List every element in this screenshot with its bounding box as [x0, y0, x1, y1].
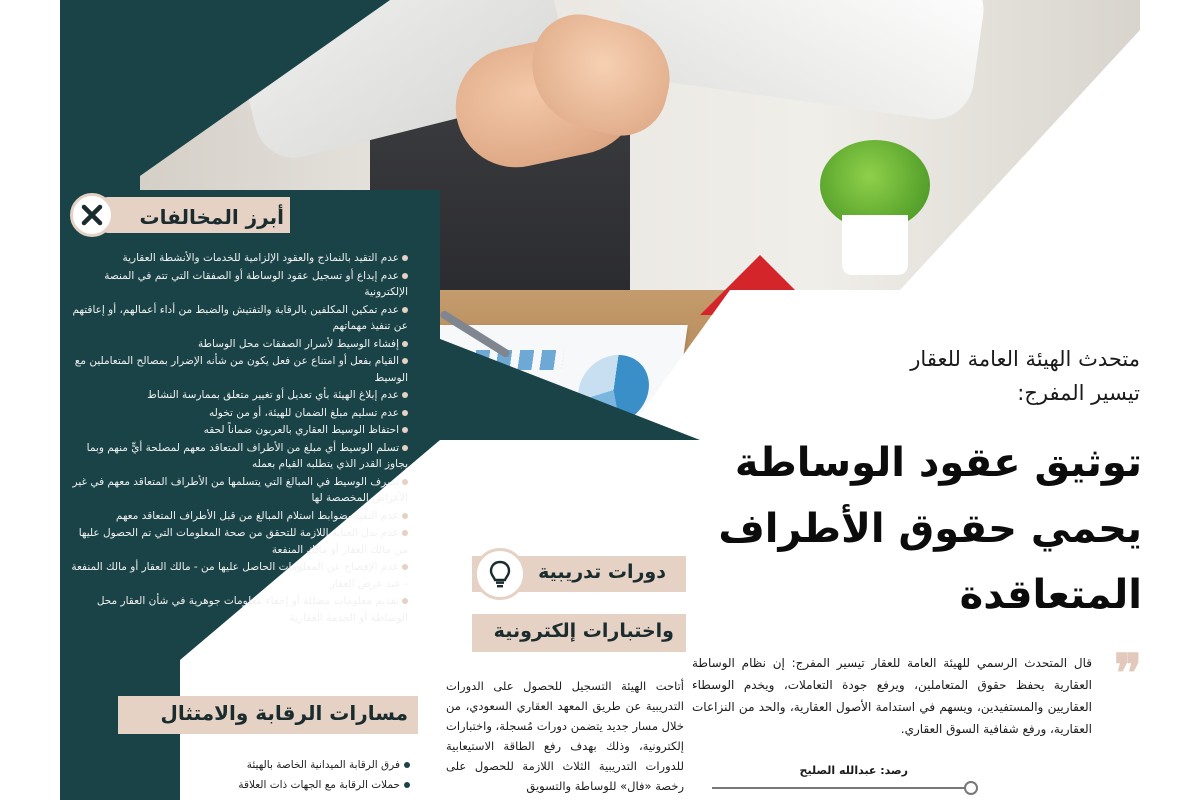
list-item: عدم التقيد بضوابط استلام المبالغ من قبل الأطراف المتعاقد معهم — [68, 508, 408, 525]
plant-pot — [842, 215, 908, 275]
bullet-icon — [402, 410, 408, 416]
violations-pill — [90, 197, 290, 233]
list-item: عدم بذل العناية اللازمة للتحقق من صحة المعلومات التي تم الحصول عليها من مالك العقار أو مالك المنفعة — [78, 527, 408, 556]
violations-title: أبرز المخالفات — [139, 205, 284, 229]
bullet-icon — [402, 513, 408, 519]
bullet-icon — [402, 392, 408, 398]
list-item: عدم التقيد بالنماذج والعقود الإلزامية للخدمات والأنشطة العقارية — [68, 250, 408, 267]
bullet-icon — [402, 273, 408, 279]
list-item: تقديم معلومات مضللة أو إخفاء معلومات جوهرية في شأن العقار محل الوساطة أو الخدمة العقارية — [96, 595, 408, 624]
byline: رصد: عبدالله الصليح — [799, 764, 908, 777]
list-item: عدم تمكين المكلفين بالرقابة والتفتيش والضبط من أداء أعمالهم، أو إعاقتهم عن تنفيذ مهماتهم — [72, 303, 408, 332]
compliance-title: مسارات الرقابة والامتثال — [160, 701, 408, 725]
training-header-2 — [472, 614, 686, 652]
bullet-icon — [402, 530, 408, 536]
bullet-icon — [402, 479, 408, 485]
list-item: عدم تسليم مبلغ الضمان للهيئة، أو من تخوله — [68, 405, 408, 422]
list-item: تصرف الوسيط في المبالغ التي يتسلمها من الأطراف المتعاقد معهم في غير الأغراض المخصصة لها — [72, 475, 408, 504]
list-item: عدم الإفصاح عن المعلومات الحاصل عليها من - مالك العقار أو مالك المنفعة - عند عرض العقار — [71, 561, 408, 590]
subhead-line-1: متحدث الهيئة العامة للعقار — [910, 347, 1140, 371]
compliance-list — [120, 755, 410, 795]
list-item: عدم إيداع أو تسجيل عقود الوساطة أو الصفقات التي تتم في المنصة الإلكترونية — [104, 269, 408, 298]
byline-divider — [712, 787, 970, 789]
bullet-icon — [404, 762, 410, 768]
training-title-1: دورات تدريبية — [538, 561, 666, 583]
bullet-icon — [402, 255, 408, 261]
bullet-icon — [404, 782, 410, 788]
training-title-2: واختبارات إلكترونية — [493, 620, 674, 642]
bullet-icon — [402, 358, 408, 364]
bullet-icon — [402, 445, 408, 451]
bullet-icon — [402, 341, 408, 347]
lightbulb-icon — [474, 548, 526, 600]
bullet-icon — [402, 564, 408, 570]
byline-dot — [964, 781, 978, 795]
list-item: احتفاظ الوسيط العقاري بالعربون ضماناً لحقه — [68, 422, 408, 439]
bullet-icon — [402, 598, 408, 604]
page-title: توثيق عقود الوساطة يحمي حقوق الأطراف المتعاقدة — [718, 440, 1142, 618]
bullet-icon — [402, 427, 408, 433]
violations-list — [68, 250, 408, 627]
list-item: فرق الرقابة الميدانية الخاصة بالهيئة — [120, 755, 410, 775]
violations-header — [70, 193, 290, 235]
training-body: أتاحت الهيئة التسجيل للحصول على الدورات التدريبية عن طريق المعهد العقاري السعودي، من خلال مسار جديد يتضمن دورات مُسجلة، واختبارات إلكترونية، وذلك بهدف رفع الطاقة الاستيعابية للدورات التدريبية الثلاث اللازمة للحصول على رخصة «فال» للوساطة والتسويق — [446, 679, 684, 793]
quote-text: قال المتحدث الرسمي للهيئة العامة للعقار تيسير المفرج: إن نظام الوساطة العقارية يحفظ حقوق المتعاملين، ويرفع جودة التعاملات، ويخدم الوسطاء العقاريين والمستفيدين، ويسهم في استدامة الأصول العقارية، والحد من النزاعات العقارية، ورفع شفافية السوق العقاري. — [692, 656, 1092, 736]
subhead-line-2: تيسير المفرج: — [1017, 381, 1140, 405]
compliance-header — [118, 696, 418, 734]
bullet-icon — [402, 307, 408, 313]
article-subhead — [810, 342, 1140, 410]
list-item: عدم إبلاغ الهيئة بأي تعديل أو تغيير متعلق بممارسة النشاط — [68, 387, 408, 404]
close-icon — [70, 193, 114, 237]
list-item: إفشاء الوسيط لأسرار الصفقات محل الوساطة — [68, 336, 408, 353]
list-item: حملات الرقابة مع الجهات ذات العلاقة — [120, 775, 410, 795]
list-item: تسلم الوسيط أي مبلغ من الأطراف المتعاقد معهم لمصلحة أيٍّ منهم وبما يجاوز القدر الذي يتطلبه القيام بعمله — [86, 441, 408, 470]
list-item: القيام بفعل أو امتناع عن فعل يكون من شأنه الإضرار بمصالح المتعاملين مع الوسيط — [74, 355, 408, 384]
quote-icon: ❞ — [1114, 643, 1142, 704]
